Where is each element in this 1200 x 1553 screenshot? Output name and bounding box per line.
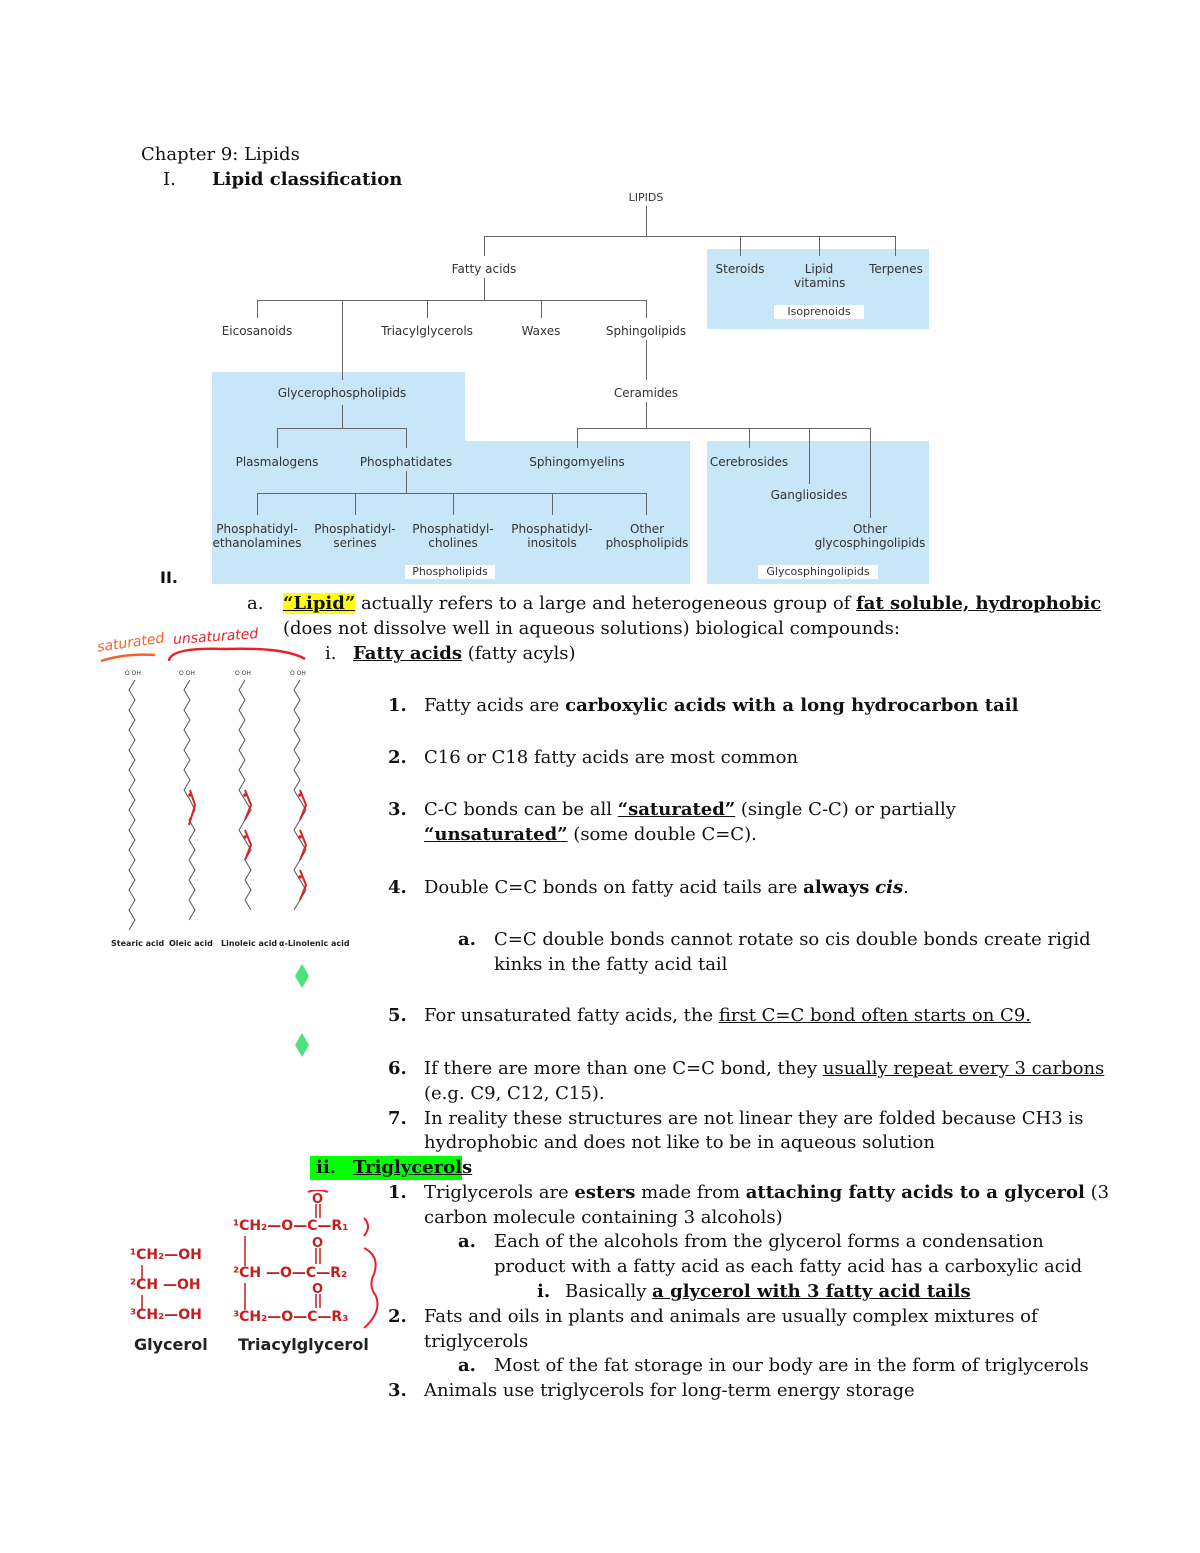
tag-c2: ²CH —O—C—R₂	[233, 1265, 348, 1281]
steroids-label: Steroids	[715, 262, 765, 276]
fa-item-4: Double C=C bonds on fatty acid tails are always cis.	[424, 877, 909, 898]
triacylglycerols-label: Triacylglycerols	[381, 324, 473, 338]
phospholipids-label: Phospholipids	[405, 565, 495, 579]
other-glycosphingolipids-label: Other glycosphingolipids	[814, 522, 926, 550]
fat-soluble-term: fat soluble, hydrophobic	[856, 593, 1102, 614]
gangliosides-label: Gangliosides	[770, 488, 848, 502]
triglycerols-roman: ii.	[316, 1157, 336, 1178]
fa-item-3-line2: “unsaturated” (some double C=C).	[424, 824, 757, 845]
fa-sub-a-line2: kinks in the fatty acid tail	[494, 954, 728, 975]
fa-item-1-number: 1.	[388, 695, 407, 716]
svg-text:O: O	[312, 1282, 324, 1297]
lipid-vitamins-label: Lipid vitamins	[794, 262, 846, 290]
tag-c3: ³CH₂—O—C—R₃	[233, 1309, 349, 1325]
tag-c1: ¹CH₂—O—C—R₁	[233, 1218, 349, 1234]
glycerol-c1: ¹CH₂—OH	[130, 1247, 202, 1263]
sphingolipids-label: Sphingolipids	[605, 324, 687, 338]
item-a-line1: “Lipid” actually refers to a large and heterogeneous group of fat soluble, hydrophobic	[283, 593, 1102, 614]
svg-text:O OH: O OH	[179, 670, 195, 677]
fatty-acid-structures-figure	[95, 625, 355, 955]
svg-text:O: O	[312, 1236, 324, 1251]
glycerol-c2: ²CH —OH	[130, 1277, 201, 1293]
fa-item-5: For unsaturated fatty acids, the first C=C bond often starts on C9.	[424, 1005, 1031, 1026]
unsaturated-annotation: unsaturated	[172, 626, 259, 648]
fa-item-4-number: 4.	[388, 877, 407, 898]
page-title: Chapter 9: Lipids	[141, 144, 300, 165]
lipid-term: “Lipid”	[283, 593, 356, 614]
fatty-acids-roman: i.	[325, 643, 337, 664]
cerebrosides-label: Cerebrosides	[709, 455, 789, 469]
glycerol-c3: ³CH₂—OH	[130, 1307, 202, 1323]
linoleic-acid-label: Linoleic acid	[221, 939, 278, 948]
svg-text:O OH: O OH	[235, 670, 251, 677]
lipid-classification-diagram	[0, 0, 1200, 600]
fatty-acids-label: Fatty acids	[451, 262, 517, 276]
saturated-annotation: saturated	[96, 630, 166, 656]
tg-sub-1a-line1: Each of the alcohols from the glycerol forms a condensation	[494, 1231, 1044, 1252]
phosphatidylserines-label: Phosphatidyl- serines	[314, 522, 396, 550]
glycerol-label: Glycerol	[134, 1335, 208, 1354]
fa-item-7-line2: hydrophobic and does not like to be in aqueous solution	[424, 1132, 935, 1153]
tg-item-3: Animals use triglycerols for long-term energy storage	[424, 1380, 915, 1401]
stearic-acid-label: Stearic acid	[111, 939, 165, 948]
svg-text:O OH: O OH	[290, 670, 306, 677]
tg-item-1-line2: carbon molecule containing 3 alcohols)	[424, 1207, 783, 1228]
item-a-letter: a.	[247, 593, 264, 614]
glycosphingolipids-label: Glycosphingolipids	[758, 565, 878, 579]
fa-item-5-number: 5.	[388, 1005, 407, 1026]
fa-item-2: C16 or C18 fatty acids are most common	[424, 747, 799, 768]
tg-item-1-line1: Triglycerols are esters made from attaching fatty acids to a glycerol (3	[424, 1182, 1110, 1203]
phosphatidylcholines-label: Phosphatidyl- cholines	[412, 522, 494, 550]
eicosanoids-label: Eicosanoids	[221, 324, 293, 338]
tag-structure-drawing	[128, 1190, 388, 1335]
section-2-number: II.	[160, 568, 178, 587]
glycerol-triacylglycerol-figure	[128, 1190, 388, 1365]
ceramides-label: Ceramides	[613, 386, 679, 400]
fa-item-3-number: 3.	[388, 799, 407, 820]
glycerophospholipids-label: Glycerophospholipids	[277, 386, 407, 400]
fa-item-6-line1: If there are more than one C=C bond, they usually repeat every 3 carbons	[424, 1058, 1105, 1079]
fa-item-7-number: 7.	[388, 1108, 407, 1129]
green-diamond-marker-2	[295, 1033, 309, 1057]
phosphatidylethanolamines-label: Phosphatidyl- ethanolamines	[212, 522, 302, 550]
tg-item-2-line1: Fats and oils in plants and animals are usually complex mixtures of	[424, 1306, 1038, 1327]
fatty-acid-chains-drawing	[95, 625, 355, 955]
tg-item-2-number: 2.	[388, 1306, 407, 1327]
green-diamond-marker-1	[295, 964, 309, 988]
fa-item-6-line2: (e.g. C9, C12, C15).	[424, 1083, 605, 1104]
isoprenoids-label: Isoprenoids	[774, 305, 864, 319]
tg-sub-1ai-roman: i.	[537, 1281, 551, 1302]
waxes-label: Waxes	[521, 324, 561, 338]
triglycerols-heading: Triglycerols	[353, 1157, 473, 1178]
fa-sub-a-line1: C=C double bonds cannot rotate so cis double bonds create rigid	[494, 929, 1091, 950]
alpha-linolenic-acid-label: α-Linolenic acid	[279, 939, 350, 948]
triacylglycerol-label: Triacylglycerol	[238, 1335, 369, 1354]
svg-text:O: O	[312, 1192, 324, 1207]
tg-item-3-number: 3.	[388, 1380, 407, 1401]
tg-sub-2a-letter: a.	[458, 1355, 476, 1376]
fa-sub-a-letter: a.	[458, 929, 476, 950]
oleic-acid-label: Oleic acid	[169, 939, 213, 948]
tg-item-2-line2: triglycerols	[424, 1331, 529, 1352]
tg-sub-1a-line2: product with a fatty acid as each fatty acid has a carboxylic acid	[494, 1256, 1083, 1277]
svg-text:O OH: O OH	[125, 670, 141, 677]
fa-item-3-line1: C-C bonds can be all “saturated” (single C-C) or partially	[424, 799, 956, 820]
section-1-number: I.	[163, 169, 176, 190]
fatty-acids-heading: Fatty acids (fatty acyls)	[353, 643, 576, 664]
tg-sub-2a: Most of the fat storage in our body are in the form of triglycerols	[494, 1355, 1089, 1376]
fa-item-1: Fatty acids are carboxylic acids with a long hydrocarbon tail	[424, 695, 1019, 716]
fa-item-6-number: 6.	[388, 1058, 407, 1079]
other-phospholipids-label: Other phospholipids	[605, 522, 689, 550]
phosphatidylinositols-label: Phosphatidyl- inositols	[511, 522, 593, 550]
tg-sub-1ai: Basically a glycerol with 3 fatty acid tails	[565, 1281, 971, 1302]
glycerophospholipids-box	[212, 372, 465, 584]
tg-sub-1a-letter: a.	[458, 1231, 476, 1252]
phosphatidates-label: Phosphatidates	[359, 455, 453, 469]
plasmalogens-label: Plasmalogens	[235, 455, 319, 469]
tg-item-1-number: 1.	[388, 1182, 407, 1203]
section-1-heading: Lipid classification	[212, 169, 403, 190]
sphingomyelins-label: Sphingomyelins	[529, 455, 625, 469]
fa-item-2-number: 2.	[388, 747, 407, 768]
lipids-root-label: LIPIDS	[628, 191, 664, 204]
fa-item-7-line1: In reality these structures are not linear they are folded because CH3 is	[424, 1108, 1084, 1129]
item-a-line2: (does not dissolve well in aqueous solutions) biological compounds:	[283, 618, 900, 639]
terpenes-label: Terpenes	[869, 262, 923, 276]
